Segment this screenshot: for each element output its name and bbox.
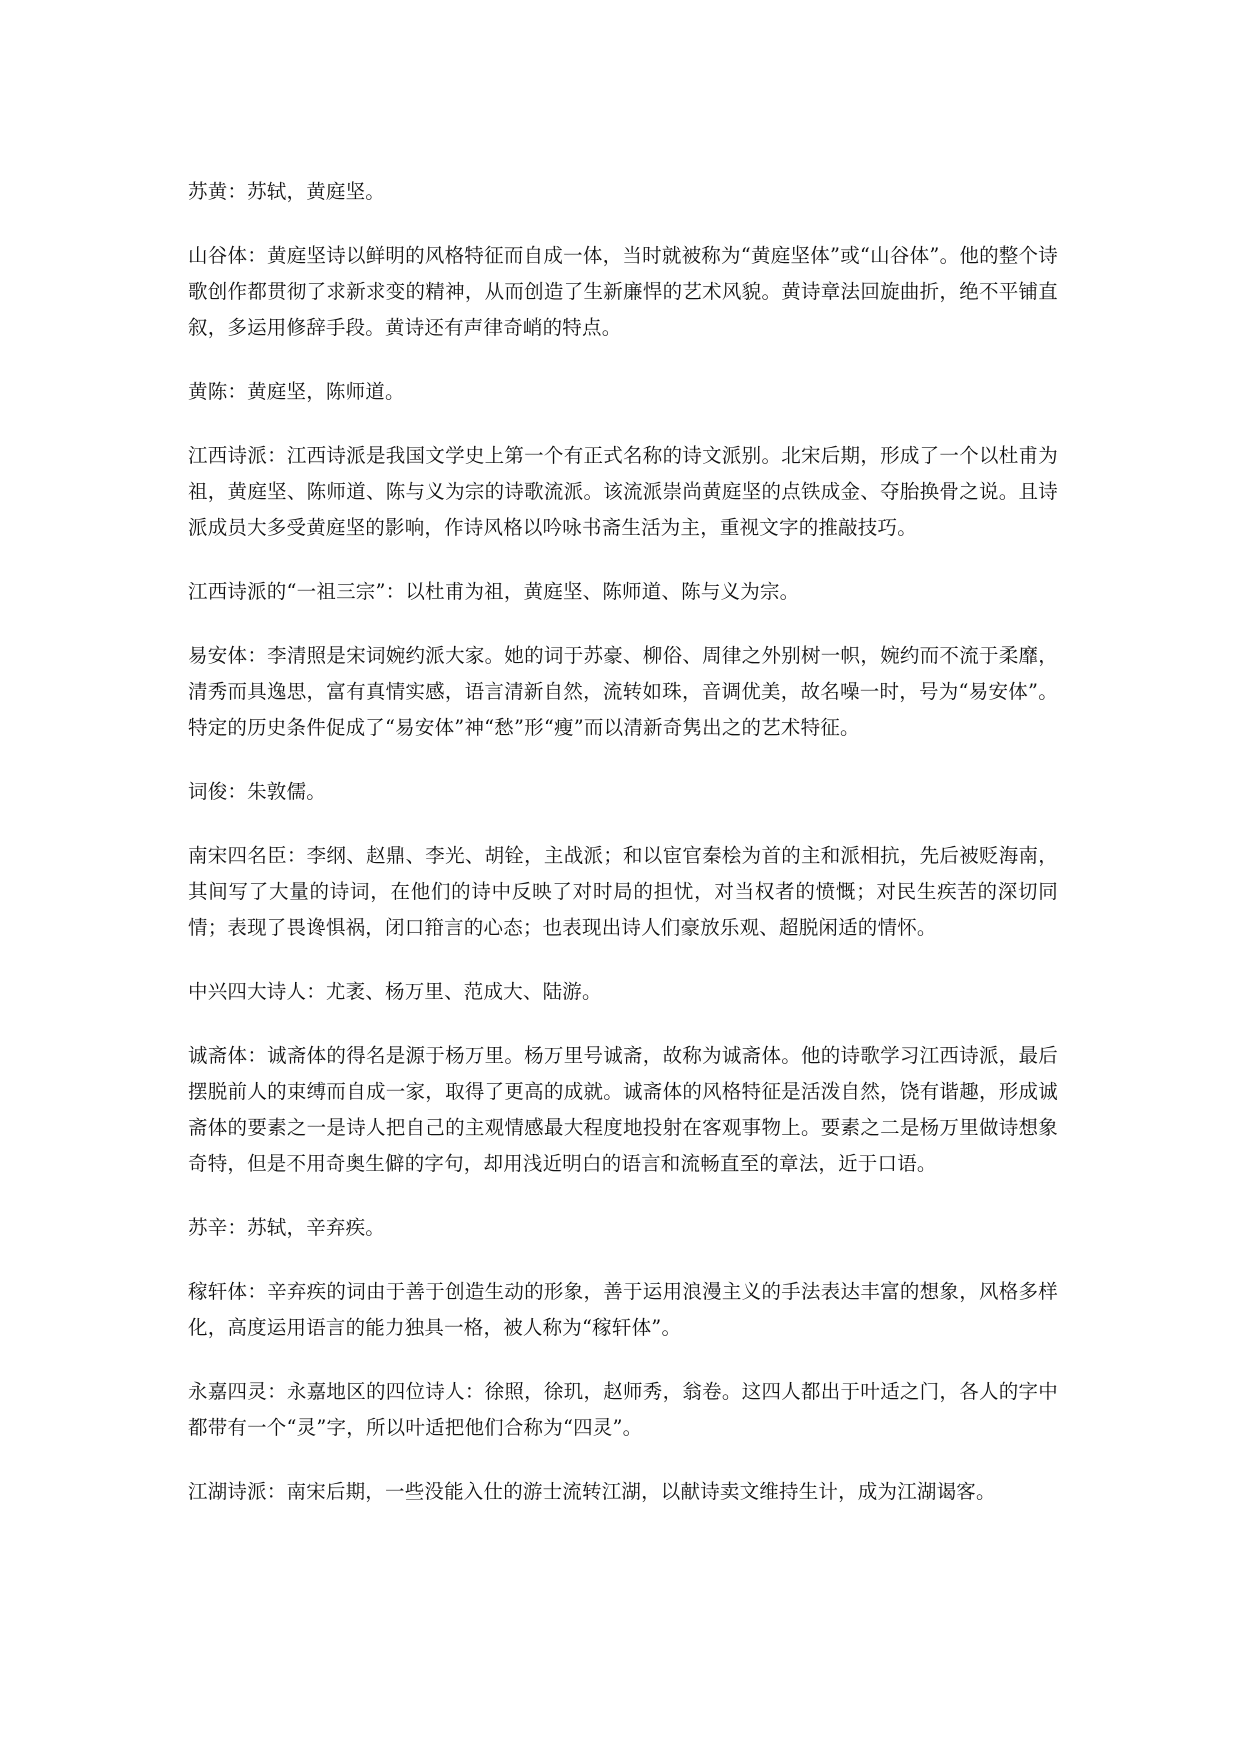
paragraph-su-huang: 苏黄：苏轼，黄庭坚。 [188,180,386,203]
paragraph-su-xin: 苏辛：苏轼，辛弃疾。 [188,1216,386,1239]
paragraph-jianghu-school: 江湖诗派：南宋后期，一些没能入仕的游士流转江湖，以献诗卖文维持生计，成为江湖谒客。 [188,1480,996,1503]
paragraph-jiangxi-school: 江西诗派：江西诗派是我国文学史上第一个有正式名称的诗文派别。北宋后期，形成了一个以杜甫为祖，黄庭坚、陈师道、陈与义为宗的诗歌流派。该流派崇尚黄庭坚的点铁成金、夺胎换骨之说。且诗派成员大多受黄庭坚的影响，作诗风格以吟咏书斋生活为主，重视文字的推敲技巧。 [188,444,1058,539]
paragraph-ci-jun: 词俊：朱敦儒。 [188,780,326,803]
document-page [188,174,1058,1538]
paragraph-four-ministers: 南宋四名臣：李纲、赵鼎、李光、胡铨，主战派；和以宦官秦桧为首的主和派相抗，先后被贬海南，其间写了大量的诗词，在他们的诗中反映了对时局的担忧，对当权者的愤慨；对民生疾苦的深切同情；表现了畏谗惧祸，闭口箝言的心态；也表现出诗人们豪放乐观、超脱闲适的情怀。 [188,844,1058,939]
paragraph-yian-ti: 易安体：李清照是宋词婉约派大家。她的词于苏豪、柳俗、周律之外别树一帜，婉约而不流于柔靡，清秀而具逸思，富有真情实感，语言清新自然，流转如珠，音调优美，故名噪一时，号为“易安体”。特定的历史条件促成了“易安体”神“愁”形“瘦”而以清新奇隽出之的艺术特征。 [188,644,1058,739]
paragraph-shangu-ti: 山谷体：黄庭坚诗以鲜明的风格特征而自成一体，当时就被称为“黄庭坚体”或“山谷体”。他的整个诗歌创作都贯彻了求新求变的精神，从而创造了生新廉悍的艺术风貌。黄诗章法回旋曲折，绝不平铺直叙，多运用修辞手段。黄诗还有声律奇峭的特点。 [188,244,1058,339]
paragraph-chengzhai-ti: 诚斋体：诚斋体的得名是源于杨万里。杨万里号诚斋，故称为诚斋体。他的诗歌学习江西诗派，最后摆脱前人的束缚而自成一家，取得了更高的成就。诚斋体的风格特征是活泼自然，饶有谐趣，形成诚斋体的要素之一是诗人把自己的主观情感最大程度地投射在客观事物上。要素之二是杨万里做诗想象奇特，但是不用奇奥生僻的字句，却用浅近明白的语言和流畅直至的章法，近于口语。 [188,1044,1058,1175]
paragraph-four-poets: 中兴四大诗人：尤袤、杨万里、范成大、陆游。 [188,980,602,1003]
paragraph-huang-chen: 黄陈：黄庭坚，陈师道。 [188,380,405,403]
paragraph-jiangxi-ancestors: 江西诗派的“一祖三宗”：以杜甫为祖，黄庭坚、陈师道、陈与义为宗。 [188,580,800,603]
paragraph-jiaxuan-ti: 稼轩体：辛弃疾的词由于善于创造生动的形象，善于运用浪漫主义的手法表达丰富的想象，风格多样化，高度运用语言的能力独具一格，被人称为“稼轩体”。 [188,1280,1058,1339]
paragraph-yongjia-siling: 永嘉四灵：永嘉地区的四位诗人：徐照，徐玑，赵师秀，翁卷。这四人都出于叶适之门，各人的字中都带有一个“灵”字，所以叶适把他们合称为“四灵”。 [188,1380,1058,1439]
